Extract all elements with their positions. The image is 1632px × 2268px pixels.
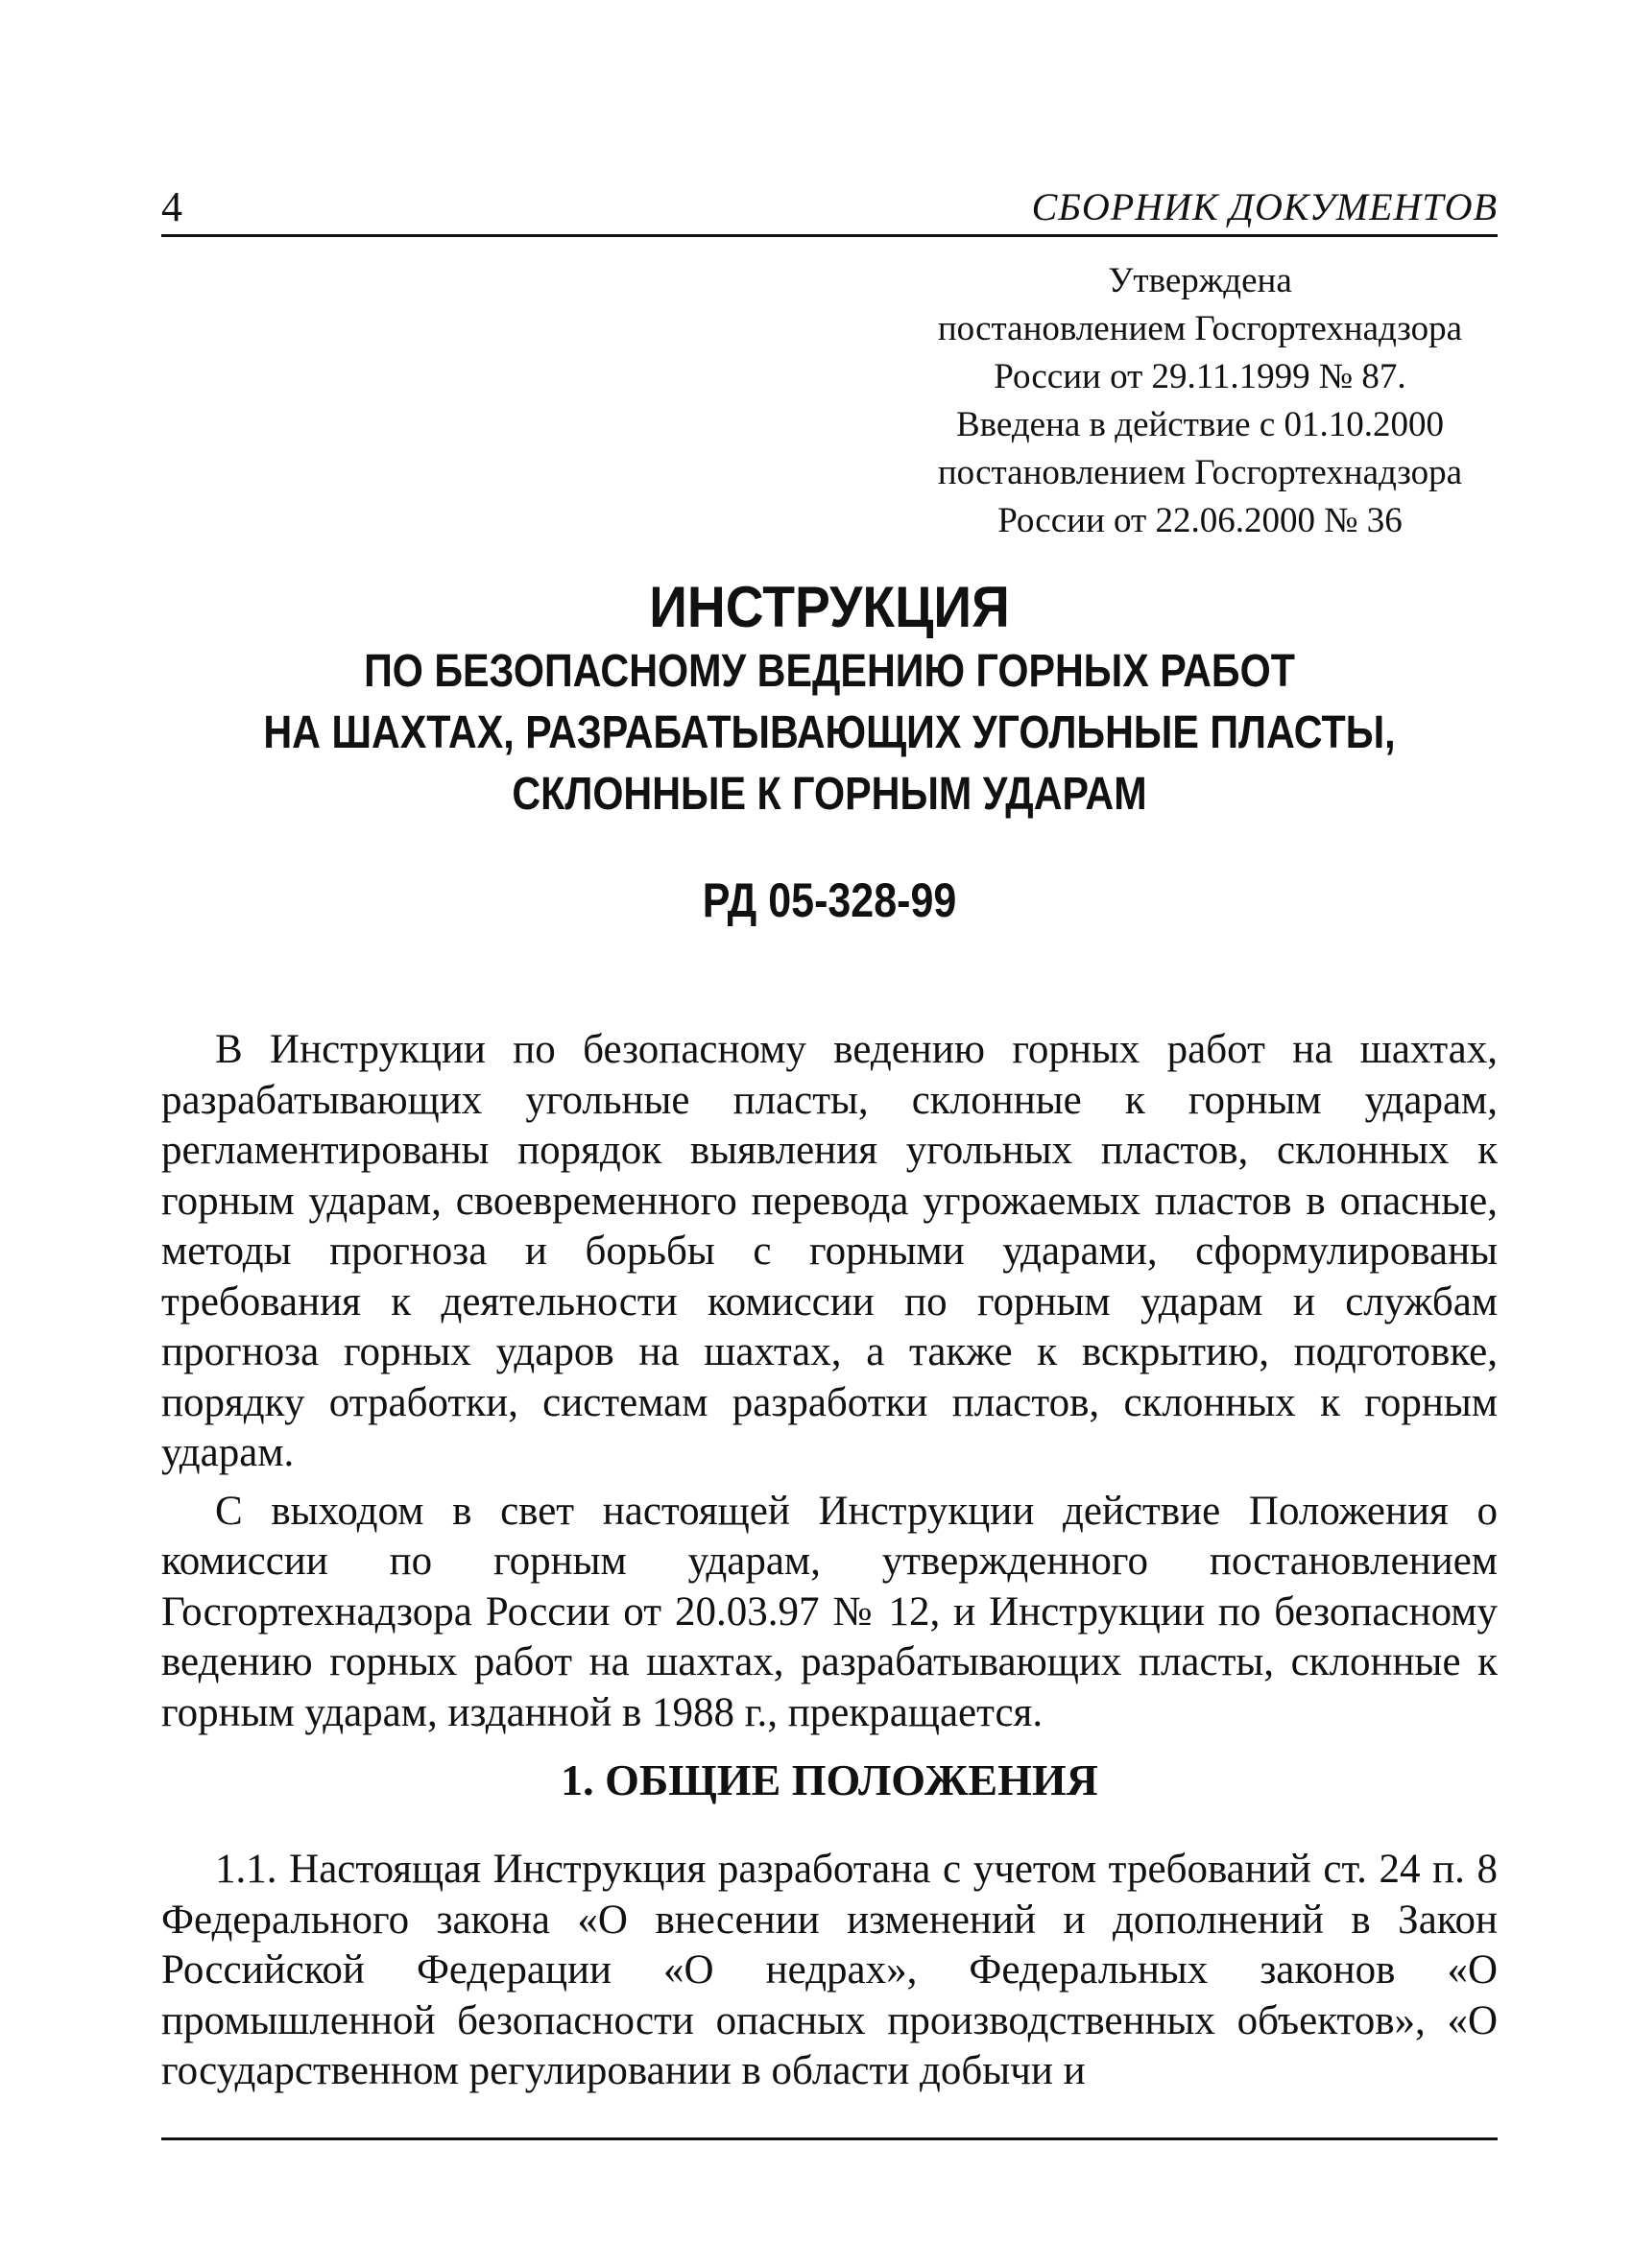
document-title-line: НА ШАХТАХ, РАЗРАБАТЫВАЮЩИХ УГОЛЬНЫЕ ПЛАСТЫ, — [263, 707, 1396, 758]
approval-line: постановлением Госгортехнадзора — [937, 453, 1463, 492]
approval-line: Утверждена — [1108, 261, 1292, 300]
approval-block — [912, 257, 1488, 545]
intro-text — [161, 1025, 1498, 1738]
document-title — [161, 574, 1498, 825]
intro-paragraph: С выходом в свет настоящей Инструкции действие Положения о комиссии по горным ударам, утвержденного постановлением Госгортехнадзора России от 20.03.97 № 12, и Инструкции по безопасному ведению горных работ на шахтах, разрабатывающих пласты, склонные к горным ударам, изданной в 1988 г., прекращается. — [161, 1488, 1498, 1735]
approval-line: постановлением Госгортехнадзора — [937, 309, 1463, 348]
bottom-rule — [161, 2137, 1498, 2140]
approval-line: Введена в действие с 01.10.2000 — [955, 405, 1445, 444]
collection-title: СБОРНИК ДОКУМЕНТОВ — [1031, 185, 1498, 228]
running-head — [161, 180, 1498, 237]
intro-paragraph: В Инструкции по безопасному ведению горных работ на шахтах, разрабатывающих угольные пласты, склонные к горным ударам, регламентированы порядок выявления угольных пластов, склонных к горным ударам, своевременного перевода угрожаемых пластов в опасные, методы прогноза и борьбы с горными ударами, сформулированы требования к деятельности комиссии по горным ударам и службам прогноза горных ударов на шахтах, а также к вскрытию, подготовке, порядку отработки, системам разработки пластов, склонных к горным ударам. — [161, 1027, 1498, 1475]
document-title-line: СКЛОННЫЕ К ГОРНЫМ УДАРАМ — [512, 769, 1147, 820]
document-title-main: ИНСТРУКЦИЯ — [649, 575, 1010, 639]
page-number: 4 — [161, 183, 182, 230]
document-code: РД 05-328-99 — [702, 873, 957, 927]
section-heading: 1. ОБЩИЕ ПОЛОЖЕНИЯ — [561, 1755, 1098, 1804]
section-paragraph: 1.1. Настоящая Инструкция разработана с учетом требований ст. 24 п. 8 Федерального закона «О внесении изменений и дополнений в Закон Российской Федерации «О недрах», Федеральных законов «О промышленной безопасности опасных производственных объектов», «О государственном регулировании в области добычи и — [161, 1847, 1498, 2093]
approval-line: России от 29.11.1999 № 87. — [994, 357, 1406, 396]
document-title-line: ПО БЕЗОПАСНОМУ ВЕДЕНИЮ ГОРНЫХ РАБОТ — [364, 646, 1295, 697]
section-text — [161, 1845, 1498, 2097]
approval-line: России от 22.06.2000 № 36 — [997, 501, 1403, 540]
